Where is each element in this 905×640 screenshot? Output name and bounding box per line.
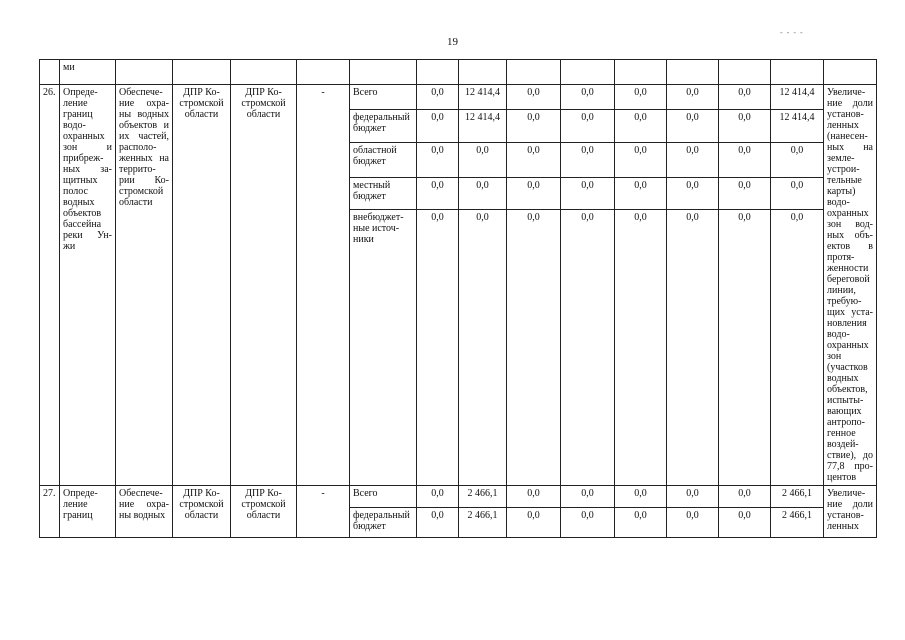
amount-cell: 0,0 [719, 177, 771, 209]
amount-cell: 12 414,4 [771, 85, 824, 110]
funding-source: федеральный бюджет [350, 109, 417, 142]
amount-cell: 0,0 [417, 109, 459, 142]
amount-cell: 12 414,4 [459, 85, 507, 110]
cell [459, 60, 507, 85]
amount-cell: 12 414,4 [771, 109, 824, 142]
measure-name: Опреде-ление границ [60, 486, 116, 538]
cell [667, 60, 719, 85]
amount-cell: 0,0 [615, 142, 667, 177]
amount-cell: 0,0 [667, 508, 719, 538]
amount-cell: 0,0 [719, 85, 771, 110]
funding-source: внебюджет-ные источ-ники [350, 209, 417, 485]
amount-cell: 0,0 [507, 508, 561, 538]
amount-cell: 0,0 [561, 177, 615, 209]
amount-cell: 12 414,4 [459, 109, 507, 142]
corner-mark: - - - - [780, 28, 804, 37]
row-number: 27. [40, 486, 60, 538]
funding-source: областной бюджет [350, 142, 417, 177]
amount-cell: 0,0 [507, 109, 561, 142]
cell [116, 60, 173, 85]
funding-source: Всего [350, 486, 417, 508]
funding-source: местный бюджет [350, 177, 417, 209]
amount-cell: 0,0 [719, 142, 771, 177]
amount-cell: 0,0 [561, 109, 615, 142]
amount-cell: 0,0 [507, 142, 561, 177]
customer: ДПР Ко-стромской области [173, 486, 231, 538]
amount-cell: 0,0 [459, 177, 507, 209]
amount-cell: 0,0 [667, 177, 719, 209]
amount-cell: 0,0 [417, 209, 459, 485]
cell [173, 60, 231, 85]
funding-source: Всего [350, 85, 417, 110]
amount-cell: 0,0 [507, 209, 561, 485]
amount-cell: 0,0 [615, 209, 667, 485]
expected-result: Увеличе-ние доли установ-ленных [824, 486, 877, 538]
amount-cell: 0,0 [561, 85, 615, 110]
amount-cell: 0,0 [417, 486, 459, 508]
cell [40, 60, 60, 85]
expected-result: Увеличе-ние доли установ-ленных (нанесен-ных на земле-устрои-тельные карты) водо-охранных зон вод-ных объ-ектов в протя-женности береговой линии, требую-щих уста-новления водо-охранных зон (участков водных объектов, испыты-вающих антропо-генное воздей-ствие), до 77,8 про-центов [824, 85, 877, 486]
carryover-row [40, 60, 877, 85]
amount-cell: 0,0 [561, 142, 615, 177]
amount-cell: 0,0 [667, 85, 719, 110]
cell [297, 60, 350, 85]
amount-cell: 0,0 [417, 508, 459, 538]
amount-cell: 0,0 [459, 209, 507, 485]
amount-cell: 0,0 [719, 508, 771, 538]
table-row [40, 486, 877, 508]
cell [561, 60, 615, 85]
amount-cell: 0,0 [615, 85, 667, 110]
period: - [297, 85, 350, 486]
amount-cell: 0,0 [561, 209, 615, 485]
amount-cell: 0,0 [507, 486, 561, 508]
amount-cell: 0,0 [507, 85, 561, 110]
cell [615, 60, 667, 85]
amount-cell: 2 466,1 [771, 486, 824, 508]
measure-purpose: Обеспече-ние охра-ны водных [116, 486, 173, 538]
amount-cell: 0,0 [417, 142, 459, 177]
amount-cell: 0,0 [615, 486, 667, 508]
amount-cell: 0,0 [615, 508, 667, 538]
amount-cell: 0,0 [561, 486, 615, 508]
amount-cell: 0,0 [417, 85, 459, 110]
budget-table [39, 59, 877, 538]
amount-cell: 0,0 [667, 109, 719, 142]
measure-name: Опреде-ление границ водо-охранных зон и прибреж-ных за-щитных полос водных объектов бассейна реки Ун-жи [60, 85, 116, 486]
funding-source: федеральный бюджет [350, 508, 417, 538]
amount-cell: 0,0 [459, 142, 507, 177]
executor: ДПР Ко-стромской области [231, 85, 297, 486]
amount-cell: 0,0 [719, 209, 771, 485]
cell [771, 60, 824, 85]
amount-cell: 0,0 [771, 177, 824, 209]
amount-cell: 0,0 [417, 177, 459, 209]
amount-cell: 0,0 [561, 508, 615, 538]
executor: ДПР Ко-стромской области [231, 486, 297, 538]
amount-cell: 0,0 [771, 209, 824, 485]
period: - [297, 486, 350, 538]
measure-purpose: Обеспече-ние охра-ны водных объектов и их частей, располо-женных на террито-рии Ко-стромской области [116, 85, 173, 486]
cell [824, 60, 877, 85]
carryover-text: ми [60, 60, 116, 85]
amount-cell: 2 466,1 [771, 508, 824, 538]
row-number: 26. [40, 85, 60, 486]
cell [507, 60, 561, 85]
amount-cell: 0,0 [615, 109, 667, 142]
amount-cell: 0,0 [667, 142, 719, 177]
amount-cell: 0,0 [719, 486, 771, 508]
customer: ДПР Ко-стромской области [173, 85, 231, 486]
page-number: 19 [447, 36, 458, 48]
amount-cell: 0,0 [507, 177, 561, 209]
amount-cell: 0,0 [719, 109, 771, 142]
cell [417, 60, 459, 85]
table-row [40, 85, 877, 110]
amount-cell: 2 466,1 [459, 486, 507, 508]
cell [350, 60, 417, 85]
amount-cell: 0,0 [667, 486, 719, 508]
amount-cell: 0,0 [667, 209, 719, 485]
amount-cell: 0,0 [615, 177, 667, 209]
amount-cell: 0,0 [771, 142, 824, 177]
cell [719, 60, 771, 85]
amount-cell: 2 466,1 [459, 508, 507, 538]
cell [231, 60, 297, 85]
